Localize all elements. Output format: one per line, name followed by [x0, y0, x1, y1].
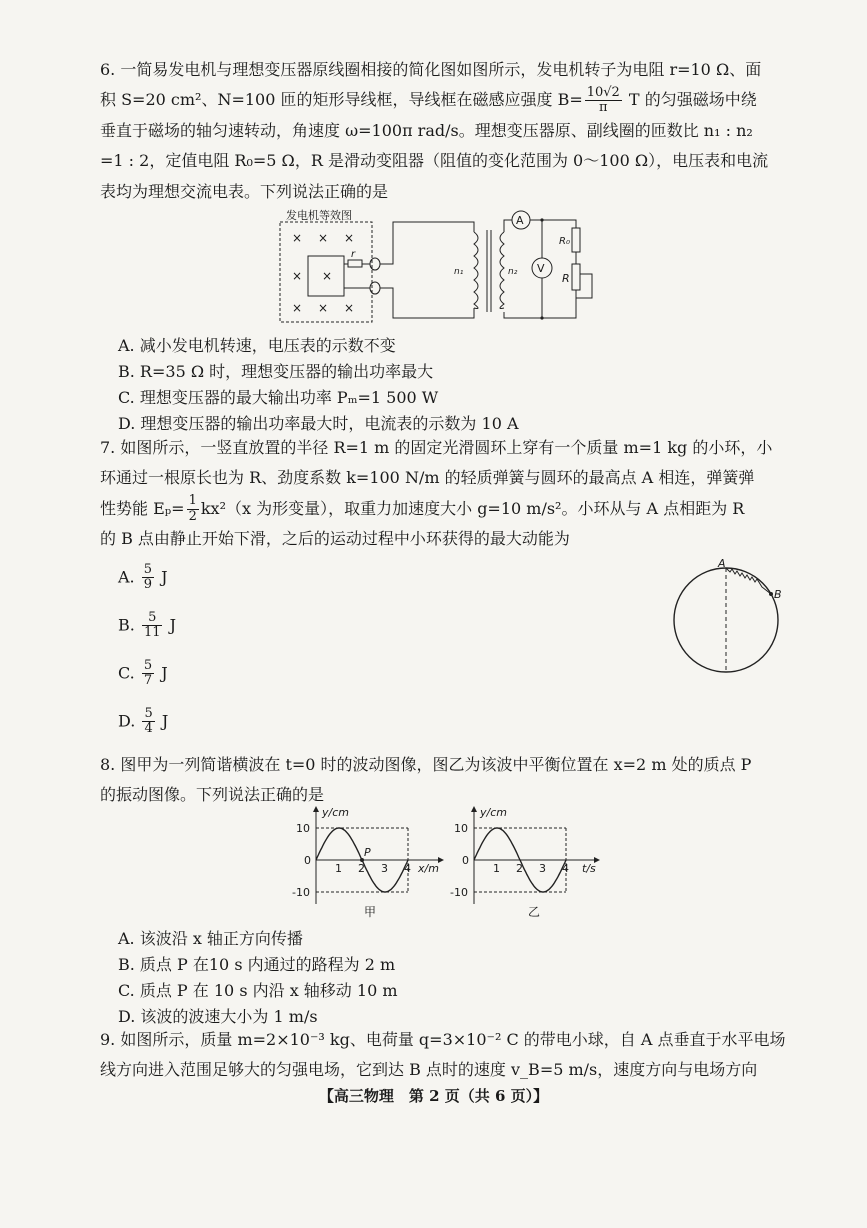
- q6-b-denominator: π: [599, 100, 608, 116]
- q8-graph-jia: [290, 804, 450, 922]
- q7-a-den: 9: [143, 577, 153, 593]
- tick-x-3: 3: [381, 862, 388, 875]
- ylabel: y/cm: [480, 806, 507, 819]
- label-n2: n₂: [508, 267, 518, 277]
- q6-line-1: 6. 一简易发电机与理想变压器原线圈相接的简化图如图所示，发电机转子为电阻 r=10 Ω、面: [100, 60, 762, 79]
- rheostat-slider: [576, 274, 592, 298]
- q8-option-d: D. 该波的波速大小为 1 m/s: [118, 1007, 318, 1026]
- secondary-coil: [500, 232, 504, 309]
- label-r: r: [351, 249, 356, 260]
- q6-b-numerator: 10√2: [586, 85, 620, 101]
- ylabel: y/cm: [322, 806, 349, 819]
- slip-ring-top: [370, 258, 380, 270]
- q7-half-fraction: [187, 494, 199, 524]
- tick-x-4: 4: [562, 862, 569, 875]
- tick-y-0: 0: [462, 854, 469, 867]
- tick-x-2: 2: [358, 862, 365, 875]
- q7-line-4: 的 B 点由静止开始下滑，之后的运动过程中小环获得的最大动能为: [100, 529, 570, 549]
- q7-line-2: 环通过一根原长也为 R、劲度系数 k=100 N/m 的轻质弹簧与圆环的最高点 A 相连，弹簧弹: [100, 468, 755, 488]
- q7-line-3a: 性势能 Eₚ=: [100, 498, 185, 518]
- q7-c-num: 5: [143, 658, 153, 673]
- svg-text:×: ×: [344, 231, 355, 245]
- q7-b-num: 5: [142, 611, 163, 626]
- q6-line-4: =1 : 2，定值电阻 R₀=5 Ω，R 是滑动变阻器（阻值的变化范围为 0～100 Ω），电压表和电流: [100, 151, 769, 171]
- q7-option-c: C. $\frac{5}{7}$ J: [118, 658, 168, 689]
- label-P: P: [364, 846, 371, 859]
- svg-text:×: ×: [318, 231, 329, 245]
- tick-x-1: 1: [493, 862, 500, 875]
- question-9: [100, 1025, 790, 1086]
- q8-line-1: 8. 图甲为一列简谐横波在 t=0 时的波动图像，图乙为该波中平衡位置在 x=2 m 处的质点 P: [100, 755, 752, 774]
- label-ammeter: A: [516, 214, 524, 227]
- q6-line-2: [100, 85, 790, 115]
- label-R: R: [562, 272, 570, 285]
- q8-option-a: A. 该波沿 x 轴正方向传播: [118, 929, 303, 948]
- q7-option-b: B. $\frac{5}{11}$ J: [118, 610, 176, 641]
- q6-option-b: B. R=35 Ω 时，理想变压器的输出功率最大: [118, 362, 434, 381]
- label-A: A: [718, 558, 726, 570]
- primary-coil: [474, 232, 478, 309]
- question-7: [100, 433, 790, 555]
- tick-y-10: 10: [296, 822, 310, 835]
- caption-yi: 乙: [528, 905, 541, 919]
- q6-line-3: 垂直于磁场的轴匀速转动，角速度 ω=100π rad/s。理想变压器原、副线圈的匝数比 n₁ : n₂: [100, 120, 753, 140]
- svg-text:×: ×: [292, 231, 303, 245]
- label-R0: R₀: [559, 236, 570, 247]
- tick-y-10: 10: [454, 822, 468, 835]
- q7-option-d: D. $\frac{5}{4}$ J: [118, 706, 169, 737]
- q7-line-3b: kx²（x 为形变量），取重力加速度大小 g=10 m/s²。小环从与 A 点相距为 R: [200, 498, 745, 518]
- caption-jia: 甲: [364, 905, 377, 919]
- q6-circuit-figure: [278, 208, 608, 328]
- question-6: [100, 55, 790, 207]
- q8-option-c: C. 质点 P 在 10 s 内沿 x 轴移动 10 m: [118, 981, 398, 1000]
- q7-ring-figure: [668, 558, 788, 676]
- spring: [726, 568, 771, 594]
- q6-line-2b: T 的匀强磁场中绕: [623, 90, 757, 110]
- tick-y-0: 0: [304, 854, 311, 867]
- q9-line-2: 线方向进入范围足够大的匀强电场，它到达 B 点时的速度 v_B=5 m/s，速度方向与电场方向: [100, 1060, 758, 1080]
- generator-label: 发电机等效图: [286, 209, 352, 222]
- q7-d-den: 4: [144, 721, 153, 737]
- q7-a-num: 5: [143, 562, 153, 577]
- q8-graph-yi: [448, 804, 608, 922]
- svg-text:×: ×: [292, 301, 303, 315]
- q7-c-den: 7: [143, 673, 153, 689]
- tick-x-1: 1: [335, 862, 342, 875]
- q7-option-a: A. $\frac{5}{9}$ J: [118, 562, 168, 593]
- svg-text:×: ×: [318, 301, 329, 315]
- q8-line-2: 的振动图像。下列说法正确的是: [100, 785, 325, 805]
- q6-line-5: 表均为理想交流电表。下列说法正确的是: [100, 181, 389, 201]
- tick-y-neg10: -10: [450, 886, 468, 899]
- q7-line-3: [100, 494, 790, 524]
- internal-resistor-r: [348, 260, 362, 267]
- q6-option-a: A. 减小发电机转速，电压表的示数不变: [118, 336, 396, 355]
- q6-option-c: C. 理想变压器的最大输出功率 Pₘ=1 500 W: [118, 388, 439, 407]
- q6-line-2a: 积 S=20 cm²、N=100 匝的矩形导线框，导线框在磁感应强度 B=: [100, 90, 583, 110]
- tick-y-neg10: -10: [292, 886, 310, 899]
- label-voltmeter: V: [537, 262, 545, 275]
- magnetic-field-crosses: [292, 231, 354, 315]
- question-8: [100, 750, 790, 811]
- tick-x-2: 2: [516, 862, 523, 875]
- q7-half-numerator: 1: [188, 493, 197, 509]
- tick-x-4: 4: [404, 862, 411, 875]
- q6-b-fraction: [585, 86, 622, 116]
- q6-option-d: D. 理想变压器的输出功率最大时，电流表的示数为 10 A: [118, 414, 519, 433]
- q7-line-1: 7. 如图所示，一竖直放置的半径 R=1 m 的固定光滑圆环上穿有一个质量 m=1 kg 的小环，小: [100, 438, 773, 457]
- svg-text:×: ×: [344, 301, 355, 315]
- svg-text:×: ×: [292, 269, 303, 283]
- xlabel: x/m: [418, 862, 439, 875]
- rheostat-R: [572, 264, 580, 290]
- q7-b-den: 11: [143, 625, 161, 641]
- svg-text:×: ×: [322, 269, 333, 283]
- q8-option-b: B. 质点 P 在10 s 内通过的路程为 2 m: [118, 955, 396, 974]
- q7-half-denominator: 2: [188, 508, 197, 524]
- label-n1: n₁: [454, 267, 464, 277]
- q9-line-1: 9. 如图所示，质量 m=2×10⁻³ kg、电荷量 q=3×10⁻² C 的带电小球，自 A 点垂直于水平电场: [100, 1030, 786, 1049]
- tick-x-3: 3: [539, 862, 546, 875]
- label-B: B: [774, 588, 782, 601]
- xlabel: t/s: [582, 862, 596, 875]
- page-footer: 【高三物理 第 2 页（共 6 页）】: [318, 1087, 549, 1105]
- small-ring-B: [769, 592, 773, 596]
- resistor-R0: [572, 228, 580, 252]
- q7-d-num: 5: [144, 706, 153, 721]
